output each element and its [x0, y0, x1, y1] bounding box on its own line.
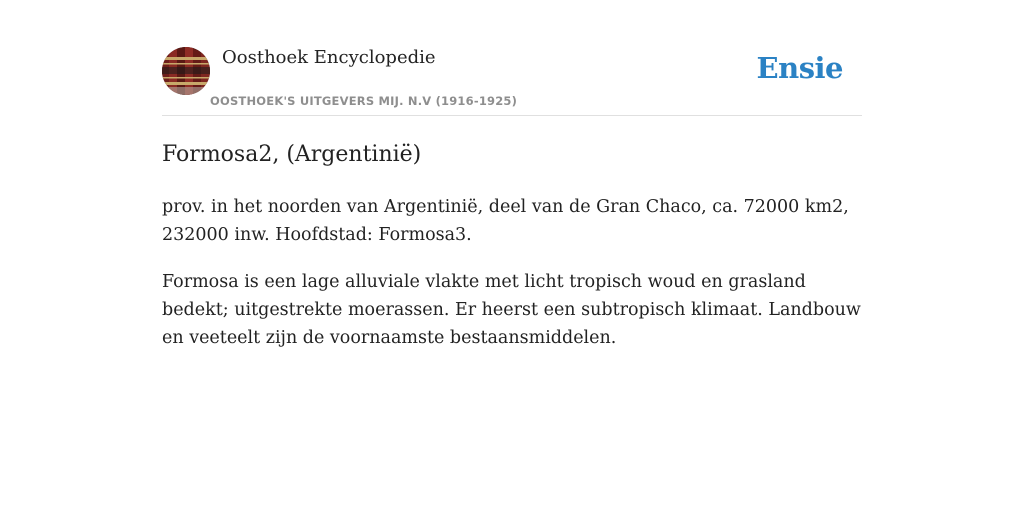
- brand-logo[interactable]: Ensie: [756, 51, 843, 85]
- article-paragraph: Formosa is een lage alluviale vlakte met licht tropisch woud en grasland bedekt; uitgestrekte moerassen. Er heerst een subtropisch klimaat. Landbouw en veeteelt zijn de voornaamste bestaansmiddelen.: [162, 272, 861, 348]
- article-card: [162, 46, 862, 352]
- avatar[interactable]: [162, 47, 210, 95]
- source-title[interactable]: Oosthoek Encyclopedie: [222, 47, 436, 68]
- book-spines-icon: [162, 47, 210, 95]
- source-header: [162, 46, 862, 116]
- article-paragraph: prov. in het noorden van Argentinië, deel van de Gran Chaco, ca. 72000 km2, 232000 inw. Hoofdstad: Formosa3.: [162, 197, 849, 245]
- publisher-label: OOSTHOEK'S UITGEVERS MIJ. N.V (1916-1925): [210, 94, 518, 108]
- article-title: Formosa2, (Argentinië): [162, 142, 422, 167]
